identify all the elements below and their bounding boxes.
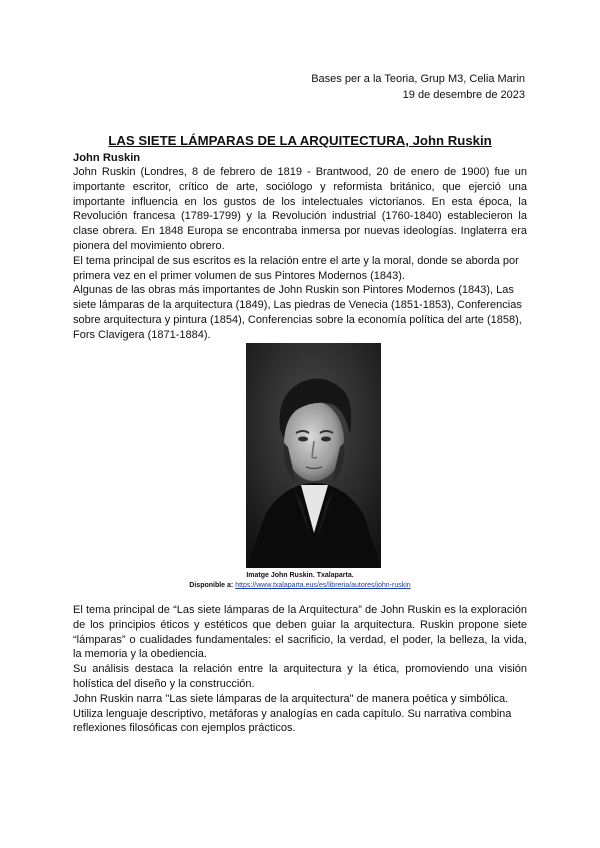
document-header bbox=[311, 71, 525, 103]
figure-source-link[interactable]: https://www.txalaparta.eus/es/libreria/autores/john-ruskin bbox=[235, 582, 411, 589]
portrait-illustration bbox=[246, 343, 381, 568]
figure-source-line bbox=[150, 581, 450, 591]
intro-paragraph-works: Algunas de las obras más importantes de John Ruskin son Pintores Modernos (1843), Las siete lámparas de la arquitectura (1849), Las piedras de Venecia (1851-1853), Conferencias sobre arquitectura y pintura (1854), Conferencias sobre la economía política del arte (1858), Fors Clavigera (1871-1884). bbox=[73, 284, 522, 341]
document-title: LAS SIETE LÁMPARAS DE LA ARQUITECTURA, John Ruskin bbox=[108, 133, 492, 148]
header-author-line: Bases per a la Teoria, Grup M3, Celia Marin bbox=[311, 73, 525, 85]
analysis-paragraph-lamps: El tema principal de “Las siete lámparas de la Arquitectura” de John Ruskin es la exploración de los principios éticos y estéticos que deben guiar la arquitectura. Ruskin propone siete “lámparas” o cualidades fundamentales: el sacrificio, la verdad, el poder, la belleza, la vida, la memoria y la obediencia. bbox=[73, 604, 527, 661]
analysis-section bbox=[73, 603, 527, 736]
section-heading: John Ruskin bbox=[73, 152, 141, 164]
header-date-line: 19 de desembre de 2023 bbox=[402, 89, 525, 101]
analysis-paragraph-ethics: Su análisis destaca la relación entre la arquitectura y la ética, promoviendo una visión holística del diseño y la construcción. bbox=[73, 663, 527, 690]
figure-caption bbox=[150, 571, 450, 591]
portrait-photo bbox=[246, 343, 381, 568]
intro-section bbox=[73, 165, 527, 343]
intro-paragraph-theme: El tema principal de sus escritos es la relación entre el arte y la moral, donde se aborda por primera vez en el primer volumen de sus Pintores Modernos (1843). bbox=[73, 254, 519, 282]
intro-paragraph-biography: John Ruskin (Londres, 8 de febrero de 1819 - Brantwood, 20 de enero de 1900) fue un importante escritor, crítico de arte, sociólogo y reformista británico, que ejerció una importante influencia en los gustos de los intelectuales victorianos. En esta época, la Revolución francesa (1789-1799) y la Revolución industrial (1760-1840) establecieron la clase obrera. En 1848 Europa se encontraba inmersa por nuevas ideologías. Inglaterra era pionera del movimiento obrero. bbox=[73, 166, 527, 252]
analysis-paragraph-narrative: John Ruskin narra "Las siete lámparas de la arquitectura" de manera poética y simbólica. Utiliza lenguaje descriptivo, metáforas y analogías en cada capítulo. Su narrativa combina reflexiones filosóficas con ejemplos prácticos. bbox=[73, 692, 512, 735]
figure-caption-text: Imatge John Ruskin. Txalaparta. bbox=[246, 572, 354, 579]
figure-source-label: Disponible a: bbox=[189, 582, 234, 589]
